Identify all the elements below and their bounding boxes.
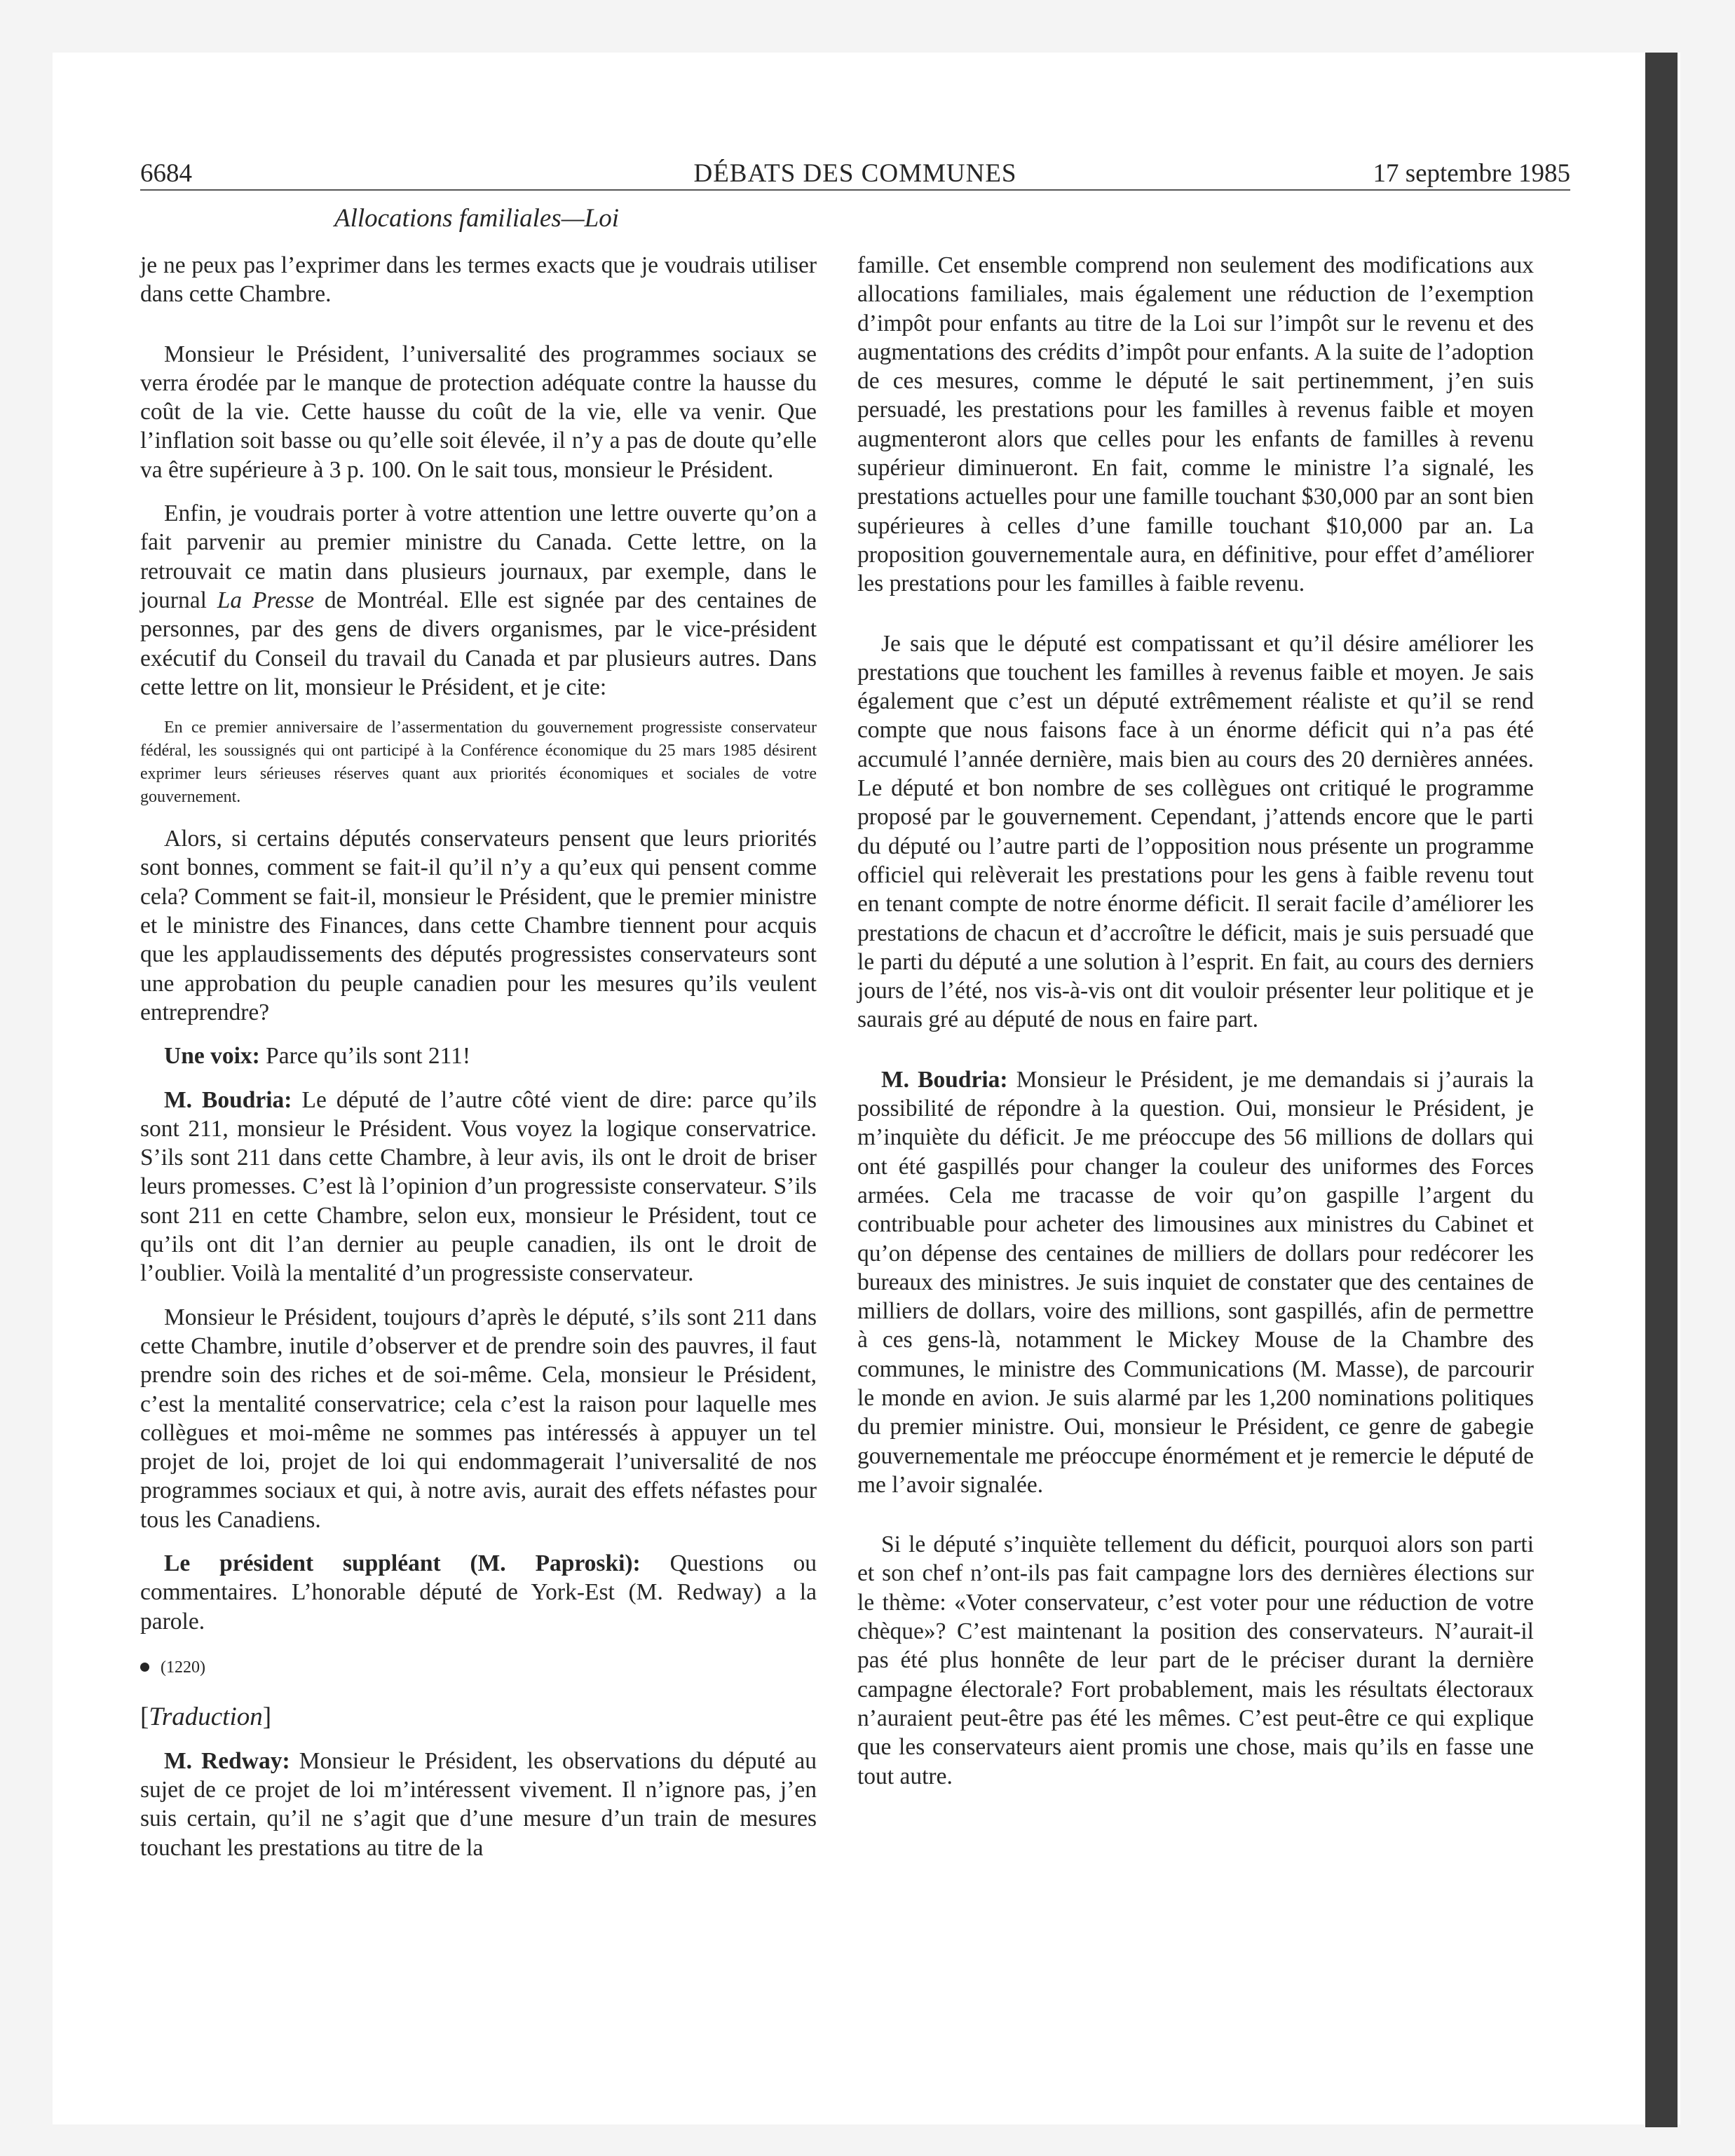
paragraph: Une voix: Parce qu’ils sont 211! bbox=[164, 1043, 470, 1070]
time-marker bbox=[140, 1657, 817, 1678]
paragraph: Alors, si certains députés conservateurs pensent que leurs priorités sont bonnes, comment se fait-il qu’il n’y a qu’eux qui pensent comme cela? Comment se fait-il, monsieur le Président, que le premier ministre et le ministre des Finances, dans cette Chambre tiennent pour acquis que les applaudissements des députés progressistes conservateurs sont une approbation du peuple canadien pour les mesures qu’ils veulent entreprendre? bbox=[140, 826, 817, 1025]
block-quote: En ce premier anniversaire de l’assermentation du gouvernement progressiste conservateur fédéral, les soussignés qui ont participé à la Conférence économique du 25 mars 1985 désirent exprimer leurs sérieuses réserves quant aux priorités économiques et sociales de votre gouvernement. bbox=[140, 718, 817, 807]
bullet-icon bbox=[140, 1663, 149, 1672]
paragraph: Si le député s’inquiète tellement du déficit, pourquoi alors son parti et son chef n’ont-ils pas fait campagne lors des dernières élections sur le thème: «Voter conservateur, c’est voter pour une réduction de votre chèque»? C’est maintenant la position des conservateurs. N’aurait-il pas été plus honnête de leur part de le préciser durant la dernière campagne électorale? Fort probablement, mais les résultats électoraux n’auraient peut-être pas été les mêmes. C’est peut-être ce qui explique que les conservateurs aient promis une chose, mais qu’ils en fasse une tout autre. bbox=[857, 1531, 1534, 1789]
paragraph: Le président suppléant (M. Paproski): Questions ou commentaires. L’honorable député de York-Est (M. Redway) a la parole. bbox=[140, 1550, 817, 1635]
running-title: Allocations familiales—Loi bbox=[334, 204, 619, 233]
scan-edge-bar bbox=[1645, 53, 1678, 2127]
speaker-name: M. Boudria: bbox=[164, 1086, 292, 1113]
page-header bbox=[140, 158, 1570, 189]
speaker-name: Le président suppléant (M. Paproski): bbox=[164, 1550, 641, 1576]
paragraph: Monsieur le Président, l’universalité des programmes sociaux se verra érodée par le manque de protection adéquate contre la hausse du coût de la vie. Cette hausse du coût de la vie, elle va venir. Que l’inflation soit basse ou qu’elle soit élevée, il n’y a pas de doute qu’elle va être supérieure à 3 p. 100. On le sait tous, monsieur le Président. bbox=[140, 341, 817, 483]
paragraph: je ne peux pas l’exprimer dans les termes exacts que je voudrais utiliser dans cette Chambre. bbox=[140, 252, 817, 308]
paragraph: Monsieur le Président, toujours d’après le député, s’ils sont 211 dans cette Chambre, inutile d’observer et de prendre soin des pauvres, il faut prendre soin des riches et de soi-même. Cela, monsieur le Président, c’est la mentalité conservatrice; cela c’est la raison pour laquelle mes collègues et moi-même ne sommes pas intéressés à appuyer un tel projet de loi, projet de loi qui endommagerait l’universalité de nos programmes sociaux et qui, à notre avis, aurait des effets néfastes pour tous les Canadiens. bbox=[140, 1304, 817, 1533]
paragraph: Enfin, je voudrais porter à votre attention une lettre ouverte qu’on a fait parvenir au premier ministre du Canada. Cette lettre, on la retrouvait ce matin dans plusieurs journaux, par exemple, dans le journal La Presse de Montréal. Elle est signée par des centaines de personnes, par des gens de divers organismes, par le vice-président exécutif du Conseil du travail du Canada et par plusieurs autres. Dans cette lettre on lit, monsieur le Président, et je cite: bbox=[140, 500, 817, 700]
speaker-name: M. Boudria: bbox=[881, 1066, 1008, 1093]
right-column bbox=[857, 251, 1534, 1806]
paragraph: M. Boudria: Monsieur le Président, je me demandais si j’aurais la possibilité de répondre à la question. Oui, monsieur le Président, je m’inquiète du déficit. Je me préoccupe des 56 millions de dollars qui ont été gaspillés pour changer la couleur des uniformes des Forces armées. Cela me tracasse de voir qu’on gaspille l’argent du contribuable pour acheter des limousines aux ministres du Cabinet et qu’on dépense des centaines de milliers de dollars pour redécorer les bureaux des ministres. Je suis inquiet de constater que des centaines de milliers de dollars, voire des millions, sont gaspillés, afin de permettre à ces gens-là, notamment le Mickey Mouse de la Chambre des communes, le ministre des Communications (M. Masse), de parcourir le monde en avion. Je suis alarmé par les 1,200 nominations politiques du premier ministre. Oui, monsieur le Président, ce genre de gabegie gouvernementale me préoccupe énormément et je remercie le député de me l’avoir signalée. bbox=[857, 1066, 1534, 1498]
speaker-name: M. Redway: bbox=[164, 1747, 290, 1774]
publication-title: DÉBATS DES COMMUNES bbox=[693, 159, 1017, 188]
paragraph: M. Boudria: Le député de l’autre côté vient de dire: parce qu’ils sont 211, monsieur le Président. Vous voyez la logique conservatrice. S’ils sont 211 dans cette Chambre, à leur avis, ils ont le droit de briser leurs promesses. C’est là l’opinion d’un progressiste conservateur. S’ils sont 211 en cette Chambre, selon eux, monsieur le Président, tout ce qu’ils ont dit l’an dernier au peuple canadien, ils ont le droit de l’oublier. Voilà la mentalité d’un progressiste conservateur. bbox=[140, 1086, 817, 1287]
page-number: 6684 bbox=[140, 159, 192, 188]
translation-note: [Traduction] bbox=[140, 1702, 272, 1731]
speaker-name: Une voix: bbox=[164, 1043, 260, 1070]
issue-date: 17 septembre 1985 bbox=[1373, 159, 1570, 188]
paragraph: famille. Cet ensemble comprend non seulement des modifications aux allocations familiales, mais également une réduction de l’exemption d’impôt pour enfants au titre de la Loi sur l’impôt sur le revenu et des augmentations des crédits d’impôt pour enfants. A la suite de l’adoption de ces mesures, comme le député le sait pertinemment, j’en suis persuadé, les prestations pour les familles à revenus faible et moyen augmenteront alors que celles pour les enfants de familles à revenu supérieur diminueront. En fait, comme le ministre l’a signalé, les prestations actuelles pour une famille touchant $30,000 par an sont bien supérieures à celles d’une famille touchant $10,000 par an. La proposition gouvernementale aura, en définitive, pour effet d’améliorer les prestations pour les familles à faible revenu. bbox=[857, 252, 1534, 597]
left-column bbox=[140, 251, 817, 1877]
paragraph: Je sais que le député est compatissant et qu’il désire améliorer les prestations que touchent les familles à revenus faible et moyen. Je sais également que c’est un député extrêmement réaliste et qu’il se rend compte que nous faisons face à un énorme déficit qui n’a pas été accumulé l’année dernière, mais bien au cours des 20 dernières années. Le député et bon nombre de ses collègues ont critiqué le programme proposé par le gouvernement. Cependant, j’attends encore que le parti du député ou l’autre parti de l’opposition nous présente un programme officiel qui relèverait les prestations pour les gens à faible revenu tout en tenant compte de notre énorme déficit. Il serait facile d’améliorer les prestations de chacun et d’accroître le déficit, mais je suis persuadé que le parti du député a une solution à l’esprit. En fait, au cours des derniers jours de l’été, nos vis-à-vis ont dit vouloir présenter leur politique et je saurais gré au député de nous en faire part. bbox=[857, 630, 1534, 1033]
paragraph: M. Redway: Monsieur le Président, les observations du député au sujet de ce projet de loi m’intéressent vivement. Il n’ignore pas, j’en suis certain, qu’il ne s’agit que d’une mesure d’un train de mesures touchant les prestations au titre de la bbox=[140, 1747, 817, 1861]
header-rule bbox=[140, 189, 1570, 191]
newspaper-title: La Presse bbox=[217, 587, 315, 613]
time-stamp: (1220) bbox=[161, 1658, 205, 1677]
